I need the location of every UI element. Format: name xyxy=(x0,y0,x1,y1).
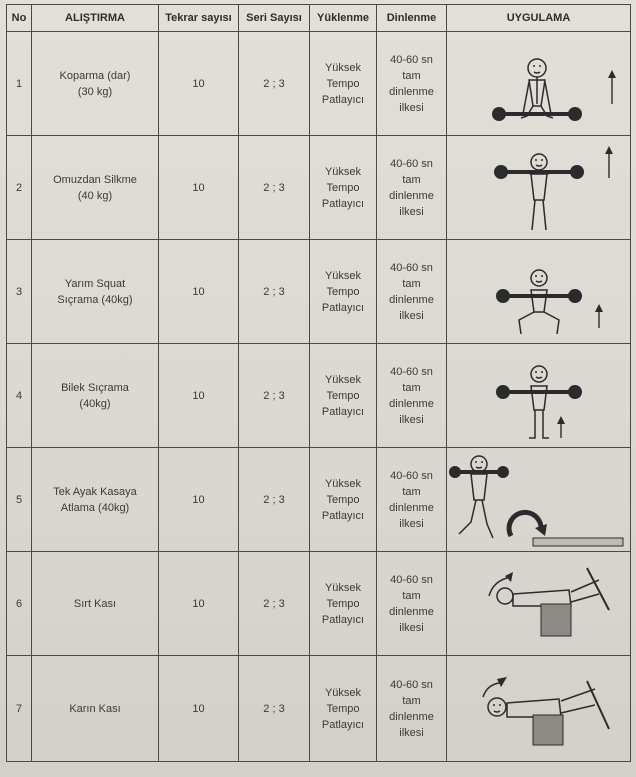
rest-value: 40-60 sn tam dinlenme ilkesi xyxy=(377,136,447,240)
reps-value: 10 xyxy=(159,344,239,448)
sets-value: 2 ; 3 xyxy=(239,552,310,656)
jerk-figure-icon xyxy=(449,138,629,238)
application-cell xyxy=(447,32,631,136)
back-extension-figure-icon xyxy=(449,554,629,654)
sets-value: 2 ; 3 xyxy=(239,240,310,344)
rest-value: 40-60 sn tam dinlenme ilkesi xyxy=(377,344,447,448)
load-value: Yüksek Tempo Patlayıcı xyxy=(310,32,377,136)
header-no: No xyxy=(7,5,32,32)
exercise-name: Karın Kası xyxy=(32,656,159,762)
row-number: 3 xyxy=(7,240,32,344)
header-sets: Seri Sayısı xyxy=(239,5,310,32)
load-value: Yüksek Tempo Patlayıcı xyxy=(310,344,377,448)
application-cell xyxy=(447,656,631,762)
row-number: 5 xyxy=(7,448,32,552)
application-cell xyxy=(447,552,631,656)
header-exercise: ALIŞTIRMA xyxy=(32,5,159,32)
application-cell xyxy=(447,344,631,448)
table-row xyxy=(7,344,631,448)
row-number: 6 xyxy=(7,552,32,656)
exercise-name: Bilek Sıçrama (40kg) xyxy=(32,344,159,448)
application-cell xyxy=(447,240,631,344)
half-squat-jump-figure-icon xyxy=(449,242,629,342)
table-row xyxy=(7,656,631,762)
single-leg-box-jump-figure-icon xyxy=(449,450,629,550)
header-row xyxy=(7,5,631,32)
exercise-name: Sırt Kası xyxy=(32,552,159,656)
reps-value: 10 xyxy=(159,656,239,762)
snatch-figure-icon xyxy=(449,34,629,134)
exercise-table xyxy=(6,4,631,762)
sets-value: 2 ; 3 xyxy=(239,448,310,552)
sets-value: 2 ; 3 xyxy=(239,32,310,136)
table-row xyxy=(7,136,631,240)
rest-value: 40-60 sn tam dinlenme ilkesi xyxy=(377,448,447,552)
rest-value: 40-60 sn tam dinlenme ilkesi xyxy=(377,656,447,762)
application-cell xyxy=(447,136,631,240)
rest-value: 40-60 sn tam dinlenme ilkesi xyxy=(377,32,447,136)
exercise-name: Yarım Squat Sıçrama (40kg) xyxy=(32,240,159,344)
sets-value: 2 ; 3 xyxy=(239,656,310,762)
application-cell xyxy=(447,448,631,552)
row-number: 4 xyxy=(7,344,32,448)
reps-value: 10 xyxy=(159,552,239,656)
rest-value: 40-60 sn tam dinlenme ilkesi xyxy=(377,240,447,344)
header-rest: Dinlenme xyxy=(377,5,447,32)
load-value: Yüksek Tempo Patlayıcı xyxy=(310,552,377,656)
load-value: Yüksek Tempo Patlayıcı xyxy=(310,448,377,552)
exercise-name: Koparma (dar) (30 kg) xyxy=(32,32,159,136)
load-value: Yüksek Tempo Patlayıcı xyxy=(310,240,377,344)
reps-value: 10 xyxy=(159,136,239,240)
load-value: Yüksek Tempo Patlayıcı xyxy=(310,656,377,762)
header-load: Yüklenme xyxy=(310,5,377,32)
sets-value: 2 ; 3 xyxy=(239,344,310,448)
reps-value: 10 xyxy=(159,32,239,136)
header-application: UYGULAMA xyxy=(447,5,631,32)
row-number: 1 xyxy=(7,32,32,136)
table-row xyxy=(7,32,631,136)
row-number: 7 xyxy=(7,656,32,762)
header-reps: Tekrar sayısı xyxy=(159,5,239,32)
ankle-jump-figure-icon xyxy=(449,346,629,446)
exercise-name: Omuzdan Silkme (40 kg) xyxy=(32,136,159,240)
table-row xyxy=(7,552,631,656)
sit-up-figure-icon xyxy=(449,659,629,759)
table-row xyxy=(7,448,631,552)
reps-value: 10 xyxy=(159,448,239,552)
load-value: Yüksek Tempo Patlayıcı xyxy=(310,136,377,240)
exercise-name: Tek Ayak Kasaya Atlama (40kg) xyxy=(32,448,159,552)
table-row xyxy=(7,240,631,344)
rest-value: 40-60 sn tam dinlenme ilkesi xyxy=(377,552,447,656)
row-number: 2 xyxy=(7,136,32,240)
sets-value: 2 ; 3 xyxy=(239,136,310,240)
reps-value: 10 xyxy=(159,240,239,344)
